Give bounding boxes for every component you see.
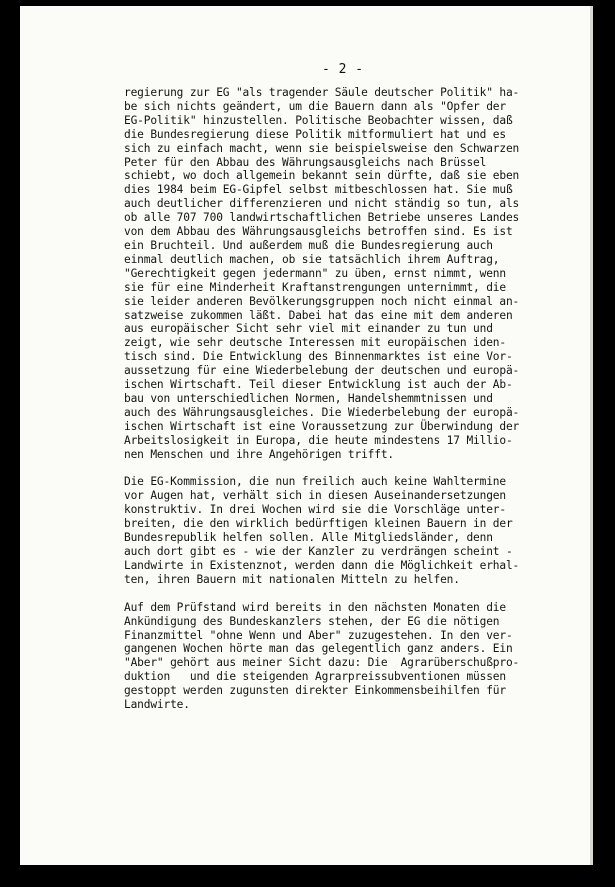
text-line: Die EG-Kommission, die nun freilich auch keine Wahltermine xyxy=(124,475,506,489)
text-line: Ankündigung des Bundeskanzlers stehen, der EG die nötigen xyxy=(124,614,500,628)
text-line: ein Bruchteil. Und außerdem muß die Bundesregierung auch xyxy=(124,238,493,252)
text-line: konstruktiv. In drei Wochen wird sie die Vorschläge unter- xyxy=(124,503,506,517)
text-line: be sich nichts geändert, um die Bauern dann als "Opfer der xyxy=(124,99,506,113)
text-line: Peter für den Abbau des Währungsausgleichs nach Brüssel xyxy=(124,155,487,169)
text-line: sie leider anderen Bevölkerungsgruppen noch nicht einmal an- xyxy=(124,294,520,308)
text-line: ten, ihren Bauern mit nationalen Mitteln zu helfen. xyxy=(124,572,460,586)
text-line: auch deutlicher differenzieren und nicht ständig so tun, als xyxy=(124,197,520,211)
text-line: Bundesrepublik helfen sollen. Alle Mitgliedsländer, denn xyxy=(124,531,493,545)
text-line: gangenen Wochen hörte man das gelegentlich ganz anders. Ein xyxy=(124,642,513,656)
text-line: "Gerechtigkeit gegen jedermann" zu üben, ernst nimmt, wenn xyxy=(124,266,506,280)
text-line: Landwirte. xyxy=(124,698,190,712)
text-line: Landwirte in Existenznot, werden dann die Möglichkeit erhal- xyxy=(124,558,520,572)
text-line: die Bundesregierung diese Politik mitformuliert hat und es xyxy=(124,127,506,141)
text-line: Finanzmittel "ohne Wenn und Aber" zuzugestehen. In den ver- xyxy=(124,628,513,642)
text-line: auch des Währungsausgleiches. Die Wiederbelebung der europä- xyxy=(124,405,520,419)
paragraph xyxy=(124,601,584,712)
text-line: sich zu einfach macht, wenn sie beispielsweise den Schwarzen xyxy=(124,141,520,155)
text-line: regierung zur EG "als tragender Säule deutscher Politik" ha- xyxy=(124,86,520,99)
paragraph xyxy=(124,86,584,461)
text-line: ischen Wirtschaft ist eine Voraussetzung zur Überwindung der xyxy=(124,419,520,433)
text-line: aussetzung für eine Wiederbelebung der deutschen und europä- xyxy=(124,364,520,378)
text-line: Arbeitslosigkeit in Europa, die heute mindestens 17 Millio- xyxy=(124,433,513,447)
text-line: zeigt, wie sehr deutsche Interessen mit europäischen iden- xyxy=(124,336,506,350)
text-line: auch dort gibt es - wie der Kanzler zu verdrängen scheint - xyxy=(124,545,513,558)
text-line: nen Menschen und ihre Angehörigen trifft. xyxy=(124,447,395,461)
text-line: satzweise zukommen läßt. Dabei hat das eine mit dem anderen xyxy=(124,308,513,322)
text-line: schiebt, wo doch allgemein bekannt sein dürfte, daß sie eben xyxy=(124,169,520,183)
text-line: bau von unterschiedlichen Normen, Handelshemmtnissen und xyxy=(124,391,493,405)
text-line: breiten, die den wirklich bedürftigen kleinen Bauern in der xyxy=(124,517,513,531)
text-line: tisch sind. Die Entwicklung des Binnenmarktes ist eine Vor- xyxy=(124,350,513,364)
text-line: Auf dem Prüfstand wird bereits in den nächsten Monaten die xyxy=(124,600,506,614)
text-line: von dem Abbau des Währungsausgleichs betroffen sind. Es ist xyxy=(124,225,513,239)
text-line: sie für eine Minderheit Kraftanstrengungen unternimmt, die xyxy=(124,280,506,294)
body-text xyxy=(124,86,584,726)
page-number: - 2 - xyxy=(322,62,364,77)
text-line: ob alle 707 700 landwirtschaftlichen Betriebe unseres Landes xyxy=(124,211,520,225)
text-line: EG-Politik" hinzustellen. Politische Beobachter wissen, daß xyxy=(124,113,513,127)
text-line: aus europäischer Sicht sehr viel mit einander zu tun und xyxy=(124,322,493,336)
text-line: gestoppt werden zugunsten direkter Einkommensbeihilfen für xyxy=(124,684,506,698)
text-line: "Aber" gehört aus meiner Sicht dazu: Die Agrarüberschußpro- xyxy=(124,656,520,670)
text-line: einmal deutlich machen, ob sie tatsächlich ihrem Auftrag, xyxy=(124,252,500,266)
paragraph xyxy=(124,475,584,586)
page-edge xyxy=(590,6,593,865)
text-line: vor Augen hat, verhält sich in diesen Auseinandersetzungen xyxy=(124,489,506,503)
document-page xyxy=(20,6,593,865)
text-line: dies 1984 beim EG-Gipfel selbst mitbeschlossen hat. Sie muß xyxy=(124,183,513,197)
text-line: duktion und die steigenden Agrarpreissubventionen müssen xyxy=(124,670,506,684)
text-line: ischen Wirtschaft. Teil dieser Entwicklung ist auch der Ab- xyxy=(124,378,513,392)
